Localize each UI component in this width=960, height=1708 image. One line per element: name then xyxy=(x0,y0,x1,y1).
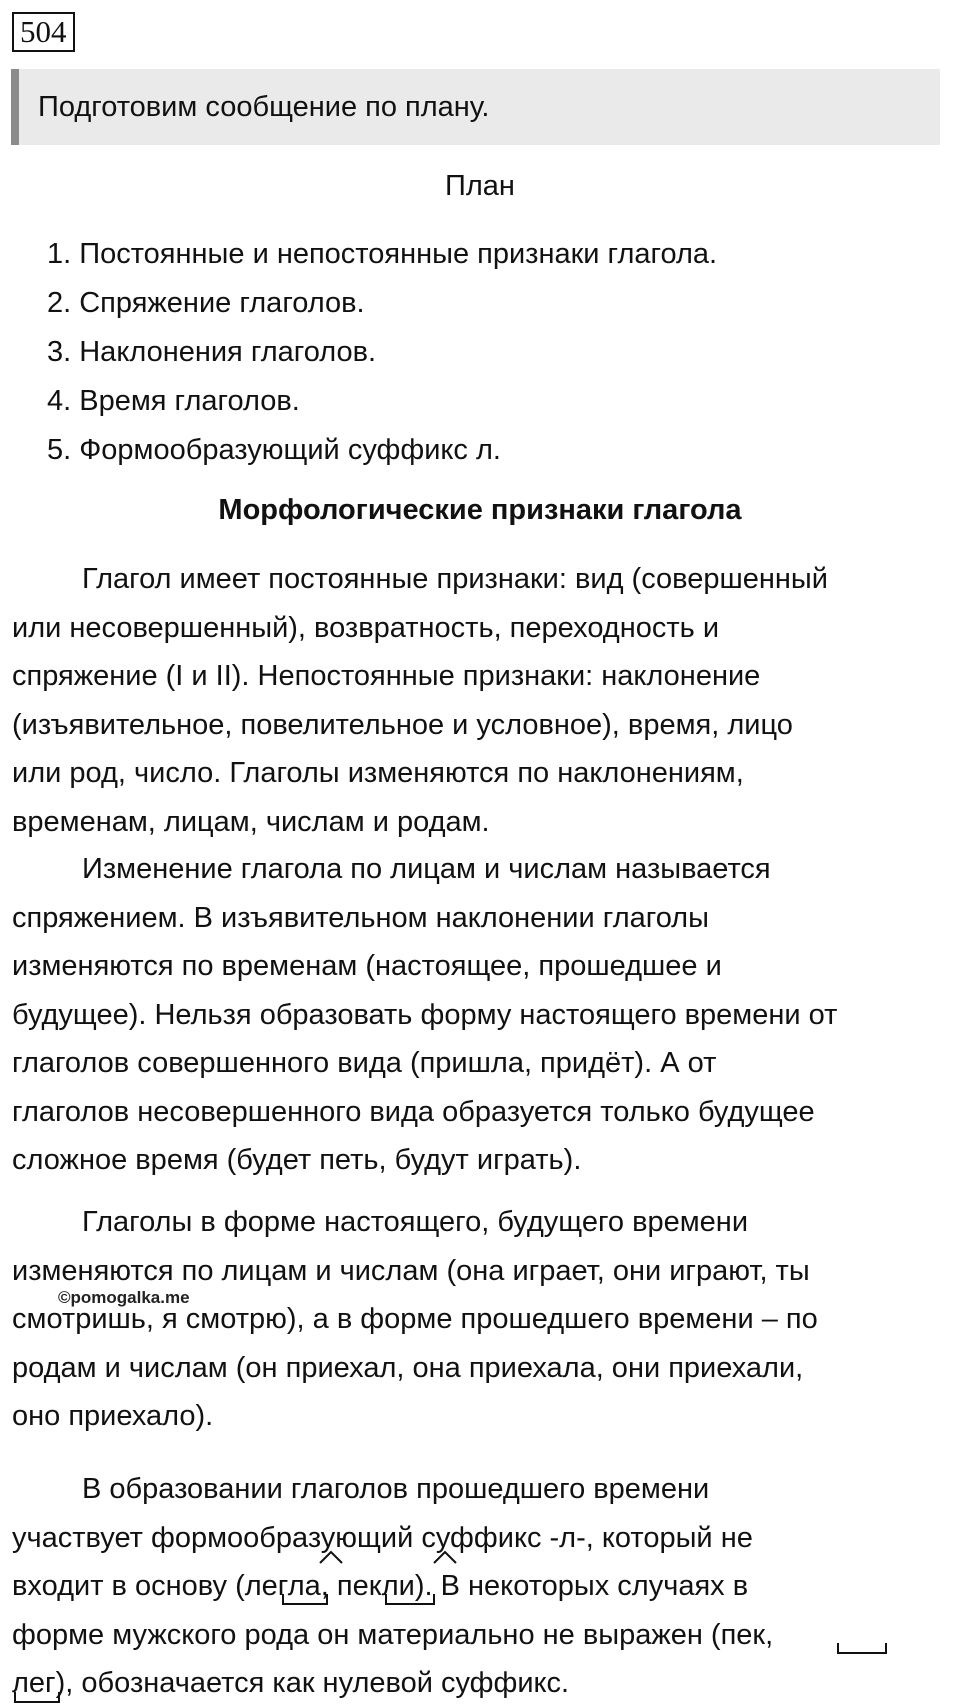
plan-item: 1. Постоянные и непостоянные признаки глагола. xyxy=(47,238,718,270)
paragraph-suffix-l: В образовании глаголов прошедшего времени участвует формообразующий суффикс -л-, который не входит в основу (легла, пекли). В некоторых случаях в форме мужского рода он материально не выражен (пек, лег), обозначается как нулевой суффикс. xyxy=(12,1473,774,1699)
plan-item: 5. Формообразующий суффикс л. xyxy=(47,434,501,466)
plan-item: 3. Наклонения глаголов. xyxy=(47,336,377,368)
watermark: ©pomogalka.me xyxy=(58,1288,190,1307)
root-mark-icon xyxy=(282,1594,328,1605)
plan-title: План xyxy=(445,170,515,202)
paragraph-conjugation: Изменение глагола по лицам и числам называется спряжением. В изъявительном наклонении глаголы изменяются по временам (настоящее, прошедшее и будущее). Нельзя образовать форму настоящего времени от глаголов совершенного вида (пришла, придёт). А от глаголов несовершенного вида образуется только будущее сложное время (будет петь, будут играть). xyxy=(12,853,838,1176)
paragraph-tense-changes: Глаголы в форме настоящего, будущего времени изменяются по лицам и числам (она играет, они играют, ты смотришь, я смотрю), а в форме прошедшего времени – по родам и числам (он приехал, она приехала, они приехали, оно приехало). xyxy=(12,1206,818,1432)
root-mark-icon xyxy=(837,1643,887,1654)
plan-list xyxy=(47,230,717,475)
root-mark-icon xyxy=(14,1692,60,1703)
plan-item: 2. Спряжение глаголов. xyxy=(47,287,365,319)
root-mark-icon xyxy=(385,1594,435,1605)
exercise-number: 504 xyxy=(12,12,75,52)
paragraph-constant-features: Глагол имеет постоянные признаки: вид (совершенный или несовершенный), возвратность, переходность и спряжение (I и II). Непостоянные признаки: наклонение (изъявительное, повелительное и условное), время, лицо или род, число. Глаголы изменяются по наклонениям, временам, лицам, числам и родам. xyxy=(12,563,828,838)
task-banner: Подготовим сообщение по плану. xyxy=(11,69,940,145)
plan-item: 4. Время глаголов. xyxy=(47,385,300,417)
section-heading: Морфологические признаки глагола xyxy=(218,494,742,526)
